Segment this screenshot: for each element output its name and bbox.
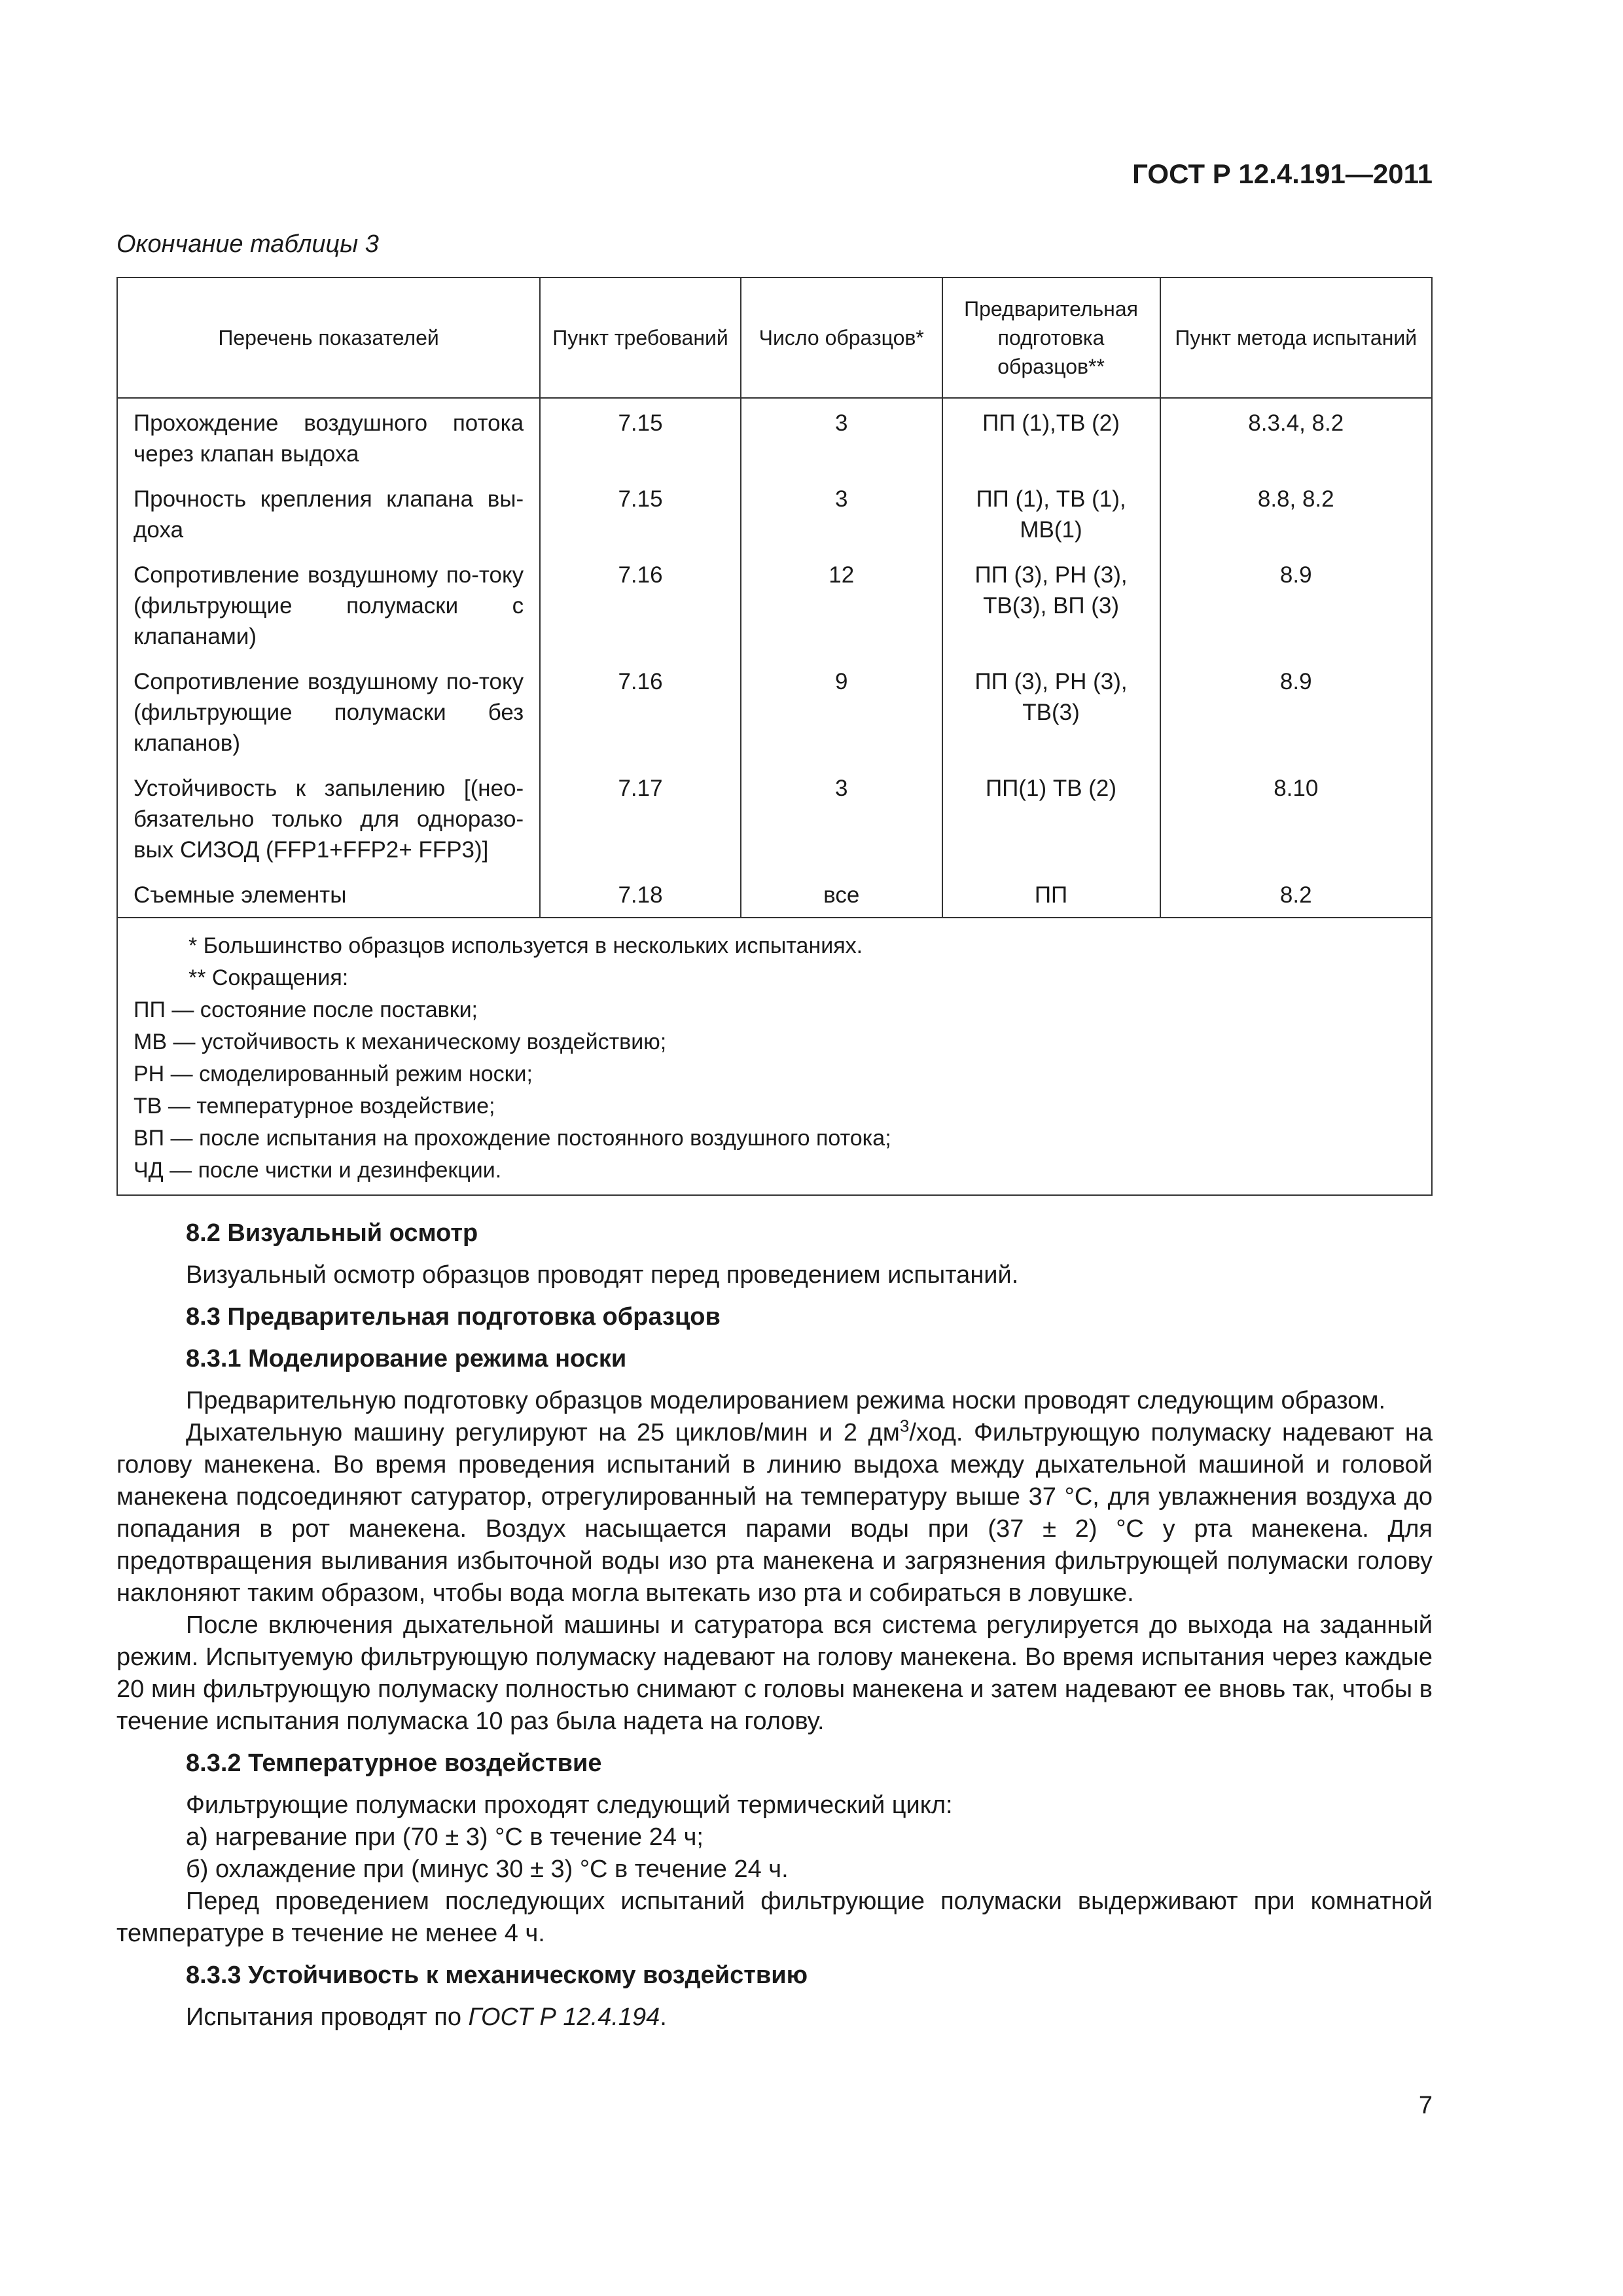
paragraph-text: . <box>660 2003 667 2031</box>
table-header-row <box>117 278 1432 398</box>
cell-requirement: 7.16 <box>540 550 741 657</box>
footnote: ТВ — температурное воздействие; <box>134 1094 495 1119</box>
cell-indicator: Прочность крепления клапана вы-доха <box>117 475 540 550</box>
table-row <box>117 657 1432 764</box>
paragraph-text: Дыхательную машину регулируют на 25 циклов/мин и 2 дм <box>186 1419 900 1446</box>
footnote: ЧД — после чистки и дезинфекции. <box>134 1158 502 1183</box>
footnote: * Большинство образцов используется в нескольких испытаниях. <box>188 933 863 958</box>
cell-indicator: Устойчивость к запылению [(нео-бязательно только для одноразо-вых СИЗОД (FFP1+FFP2+ FFP3)] <box>117 764 540 870</box>
requirements-table <box>116 277 1433 1196</box>
cell-preconditioning: ПП(1) ТВ (2) <box>942 764 1160 870</box>
cell-preconditioning: ПП (3), РН (3), ТВ(3) <box>942 657 1160 764</box>
cell-requirement: 7.15 <box>540 475 741 550</box>
footnote: ВП — после испытания на прохождение постоянного воздушного потока; <box>134 1126 891 1151</box>
header-requirement-clause: Пункт требований <box>540 278 741 398</box>
cell-count: 3 <box>741 764 942 870</box>
cell-count: 3 <box>741 475 942 550</box>
cell-requirement: 7.17 <box>540 764 741 870</box>
page-number: 7 <box>1418 2092 1433 2119</box>
cell-count: все <box>741 870 942 918</box>
standard-reference: ГОСТ Р 12.4.194 <box>468 2003 660 2031</box>
header-indicators: Перечень показателей <box>117 278 540 398</box>
cell-preconditioning: ПП <box>942 870 1160 918</box>
header-test-method-clause: Пункт метода испытаний <box>1160 278 1433 398</box>
list-item: б) охлаждение при (минус 30 ± 3) °С в течение 24 ч. <box>186 1856 789 1883</box>
footnote: ПП — состояние после поставки; <box>134 997 478 1022</box>
section-title-8-3-2: 8.3.2 Температурное воздействие <box>186 1749 602 1777</box>
cell-count: 12 <box>741 550 942 657</box>
cell-method: 8.8, 8.2 <box>1160 475 1433 550</box>
paragraph: Фильтрующие полумаски проходят следующий термический цикл: <box>186 1791 953 1819</box>
paragraph-text: Испытания проводят по <box>186 2003 469 2031</box>
header-sample-count: Число образцов* <box>741 278 942 398</box>
paragraph: После включения дыхательной машины и сатуратора вся система регулируется до выхода на заданный режим. Испытуемую фильтрующую полумаску надевают на голову манекена. Во время испытания через каждые 20 мин фильтрующую полумаску полностью снимают с головы манекена и затем надевают ее вновь так, чтобы в течение испытания полумаска 10 раз была надета на голову. <box>116 1611 1433 1735</box>
cell-method: 8.9 <box>1160 550 1433 657</box>
header-preconditioning: Предварительная подготовка образцов** <box>942 278 1160 398</box>
cell-count: 3 <box>741 398 942 475</box>
paragraph: Предварительную подготовку образцов моделированием режима носки проводят следующим образом. <box>186 1387 1386 1414</box>
table-caption: Окончание таблицы 3 <box>116 230 379 258</box>
section-title-8-3-1: 8.3.1 Моделирование режима носки <box>186 1345 627 1372</box>
cell-requirement: 7.15 <box>540 398 741 475</box>
table-row <box>117 764 1432 870</box>
cell-indicator: Сопротивление воздушному по-току (фильтрующие полумаски с клапанами) <box>117 550 540 657</box>
table-footnotes-row <box>117 918 1432 1195</box>
superscript: 3 <box>899 1416 910 1436</box>
footnote: ** Сокращения: <box>188 965 349 990</box>
cell-method: 8.3.4, 8.2 <box>1160 398 1433 475</box>
table-row <box>117 475 1432 550</box>
cell-preconditioning: ПП (1), ТВ (1), МВ(1) <box>942 475 1160 550</box>
cell-count: 9 <box>741 657 942 764</box>
paragraph <box>116 1417 1433 1609</box>
cell-method: 8.2 <box>1160 870 1433 918</box>
cell-preconditioning: ПП (3), РН (3), ТВ(3), ВП (3) <box>942 550 1160 657</box>
cell-indicator: Прохождение воздушного потока через клапан выдоха <box>117 398 540 475</box>
cell-indicator: Сопротивление воздушному по-току (фильтрующие полумаски без клапанов) <box>117 657 540 764</box>
section-title-8-2: 8.2 Визуальный осмотр <box>186 1219 478 1247</box>
cell-method: 8.10 <box>1160 764 1433 870</box>
table-row <box>117 870 1432 918</box>
cell-requirement: 7.18 <box>540 870 741 918</box>
cell-indicator: Съемные элементы <box>117 870 540 918</box>
section-title-8-3-3: 8.3.3 Устойчивость к механическому воздействию <box>186 1962 808 1989</box>
table-row <box>117 550 1432 657</box>
cell-requirement: 7.16 <box>540 657 741 764</box>
paragraph-text: /ход. Фильтрующую полумаску надевают на голову манекена. Во время проведения испытаний в линию выдоха между дыхательной машиной и головой манекена подсоединяют сатуратор, отрегулированный на температуру выше 37 °С, для увлажнения воздуха до попадания в рот манекена. Воздух насыщается парами воды при (37 ± 2) °С у рта манекена. Для предотвращения выливания избыточной воды изо рта манекена и загрязнения фильтрующей полумаски голову наклоняют таким образом, чтобы вода могла вытекать изо рта и собираться в ловушке. <box>116 1419 1433 1607</box>
list-item: а) нагревание при (70 ± 3) °С в течение 24 ч; <box>186 1823 704 1851</box>
document-code: ГОСТ Р 12.4.191—2011 <box>1132 158 1433 189</box>
cell-method: 8.9 <box>1160 657 1433 764</box>
table-footnotes <box>117 918 1432 1195</box>
footnote: МВ — устойчивость к механическому воздействию; <box>134 1030 667 1054</box>
footnote: РН — смоделированный режим носки; <box>134 1062 533 1086</box>
section-title-8-3: 8.3 Предварительная подготовка образцов <box>186 1303 721 1331</box>
paragraph: Перед проведением последующих испытаний фильтрующие полумаски выдерживают при комнатной температуре в течение не менее 4 ч. <box>116 1888 1433 1947</box>
paragraph <box>116 2001 1433 2034</box>
paragraph: Визуальный осмотр образцов проводят перед проведением испытаний. <box>186 1261 1019 1289</box>
cell-preconditioning: ПП (1),ТВ (2) <box>942 398 1160 475</box>
document-body <box>116 1217 1433 2034</box>
table-row <box>117 398 1432 475</box>
